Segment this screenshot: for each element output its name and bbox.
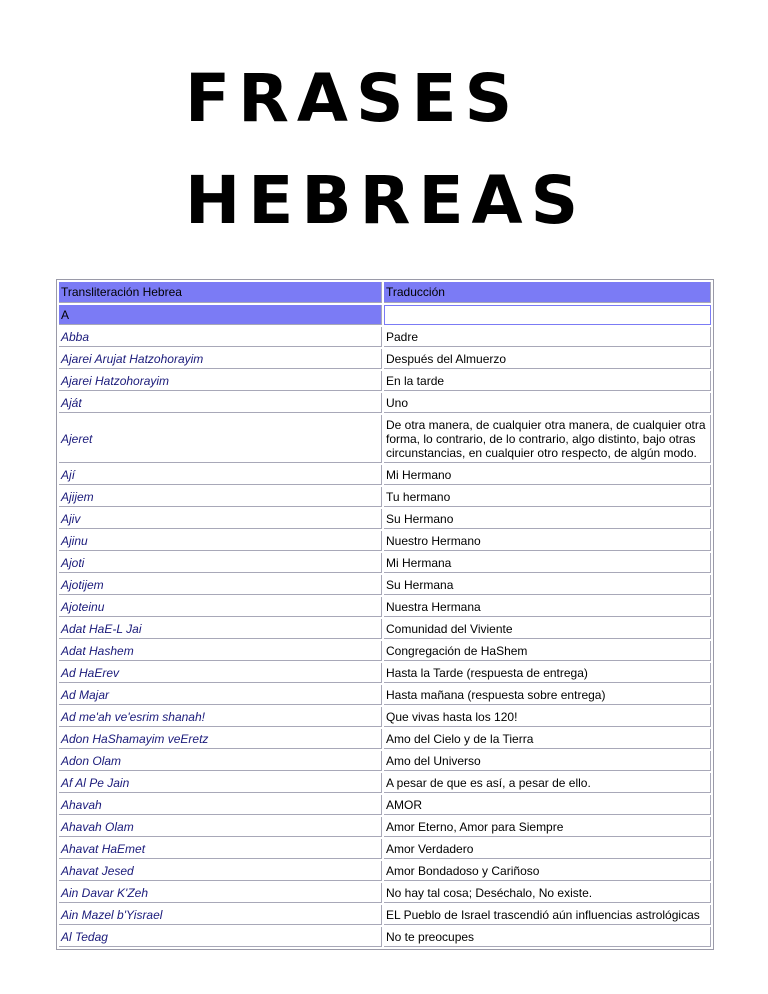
term-cell: Ad me'ah ve'esrim shanah! bbox=[59, 707, 382, 727]
translation-cell: Mi Hermana bbox=[384, 553, 711, 573]
term-cell: Ajarei Arujat Hatzohorayim bbox=[59, 349, 382, 369]
table-header-row bbox=[59, 282, 711, 303]
table-row bbox=[59, 349, 711, 369]
term-cell: Ajoteinu bbox=[59, 597, 382, 617]
translation-cell: Su Hermana bbox=[384, 575, 711, 595]
table-row bbox=[59, 861, 711, 881]
translation-cell: Su Hermano bbox=[384, 509, 711, 529]
translation-cell: Que vivas hasta los 120! bbox=[384, 707, 711, 727]
term-cell: Adat HaE-L Jai bbox=[59, 619, 382, 639]
term-cell: Ajoti bbox=[59, 553, 382, 573]
term-cell: Ahavah Olam bbox=[59, 817, 382, 837]
section-blank-cell bbox=[384, 305, 711, 325]
title-line-1: FRASES bbox=[185, 60, 521, 137]
translation-cell: Mi Hermano bbox=[384, 465, 711, 485]
translation-cell: Comunidad del Viviente bbox=[384, 619, 711, 639]
term-cell: Ajeret bbox=[59, 415, 382, 463]
table-row bbox=[59, 393, 711, 413]
term-cell: Ajiv bbox=[59, 509, 382, 529]
table-row bbox=[59, 487, 711, 507]
table-row bbox=[59, 619, 711, 639]
table-row bbox=[59, 371, 711, 391]
table-row bbox=[59, 553, 711, 573]
table-row bbox=[59, 729, 711, 749]
column-header-transliteration: Transliteración Hebrea bbox=[59, 282, 382, 303]
translation-cell: Nuestro Hermano bbox=[384, 531, 711, 551]
column-header-translation: Traducción bbox=[384, 282, 711, 303]
table-row bbox=[59, 883, 711, 903]
table-row bbox=[59, 707, 711, 727]
term-cell: Adon HaShamayim veEretz bbox=[59, 729, 382, 749]
translation-cell: EL Pueblo de Israel trascendió aún influencias astrológicas bbox=[384, 905, 711, 925]
translation-cell: Amo del Cielo y de la Tierra bbox=[384, 729, 711, 749]
section-row bbox=[59, 305, 711, 325]
term-cell: Ain Mazel b'Yisrael bbox=[59, 905, 382, 925]
term-cell: Ain Davar K'Zeh bbox=[59, 883, 382, 903]
translation-cell: A pesar de que es así, a pesar de ello. bbox=[384, 773, 711, 793]
translation-cell: AMOR bbox=[384, 795, 711, 815]
term-cell: Adon Olam bbox=[59, 751, 382, 771]
term-cell: Ajinu bbox=[59, 531, 382, 551]
table-row bbox=[59, 817, 711, 837]
section-letter: A bbox=[59, 305, 382, 325]
translation-cell: Hasta mañana (respuesta sobre entrega) bbox=[384, 685, 711, 705]
table-row bbox=[59, 415, 711, 463]
translation-cell: Amor Bondadoso y Cariñoso bbox=[384, 861, 711, 881]
translation-cell: De otra manera, de cualquier otra manera, de cualquier otra forma, lo contrario, de lo contrario, algo distinto, bajo otras circunstancias, en cualquier otro respecto, de algún modo. bbox=[384, 415, 711, 463]
table-row bbox=[59, 751, 711, 771]
translation-cell: Congregación de HaShem bbox=[384, 641, 711, 661]
table-row bbox=[59, 663, 711, 683]
term-cell: Ahavat Jesed bbox=[59, 861, 382, 881]
table-row bbox=[59, 839, 711, 859]
table-row bbox=[59, 795, 711, 815]
title-line-2: HEBREAS bbox=[185, 162, 587, 239]
translation-cell: Nuestra Hermana bbox=[384, 597, 711, 617]
translation-cell: Después del Almuerzo bbox=[384, 349, 711, 369]
table-row bbox=[59, 465, 711, 485]
translation-cell: Uno bbox=[384, 393, 711, 413]
term-cell: Ahavah bbox=[59, 795, 382, 815]
translation-cell: Amo del Universo bbox=[384, 751, 711, 771]
term-cell: Ajijem bbox=[59, 487, 382, 507]
table-row bbox=[59, 531, 711, 551]
page-title bbox=[185, 48, 655, 252]
term-cell: Al Tedag bbox=[59, 927, 382, 947]
term-cell: Ajarei Hatzohorayim bbox=[59, 371, 382, 391]
term-cell: Af Al Pe Jain bbox=[59, 773, 382, 793]
translation-cell: No te preocupes bbox=[384, 927, 711, 947]
translation-cell: Padre bbox=[384, 327, 711, 347]
term-cell: Aját bbox=[59, 393, 382, 413]
term-cell: Ad Majar bbox=[59, 685, 382, 705]
translation-cell: Hasta la Tarde (respuesta de entrega) bbox=[384, 663, 711, 683]
table-row bbox=[59, 685, 711, 705]
term-cell: Abba bbox=[59, 327, 382, 347]
table-row bbox=[59, 327, 711, 347]
translation-cell: En la tarde bbox=[384, 371, 711, 391]
phrases-table bbox=[56, 279, 714, 950]
translation-cell: Amor Eterno, Amor para Siempre bbox=[384, 817, 711, 837]
table-row bbox=[59, 905, 711, 925]
table-row bbox=[59, 773, 711, 793]
term-cell: Ajotijem bbox=[59, 575, 382, 595]
table-row bbox=[59, 597, 711, 617]
term-cell: Adat Hashem bbox=[59, 641, 382, 661]
table-row bbox=[59, 641, 711, 661]
translation-cell: Tu hermano bbox=[384, 487, 711, 507]
term-cell: Ahavat HaEmet bbox=[59, 839, 382, 859]
term-cell: Ad HaErev bbox=[59, 663, 382, 683]
translation-cell: Amor Verdadero bbox=[384, 839, 711, 859]
table-row bbox=[59, 927, 711, 947]
table-row bbox=[59, 509, 711, 529]
table-row bbox=[59, 575, 711, 595]
translation-cell: No hay tal cosa; Deséchalo, No existe. bbox=[384, 883, 711, 903]
term-cell: Ají bbox=[59, 465, 382, 485]
